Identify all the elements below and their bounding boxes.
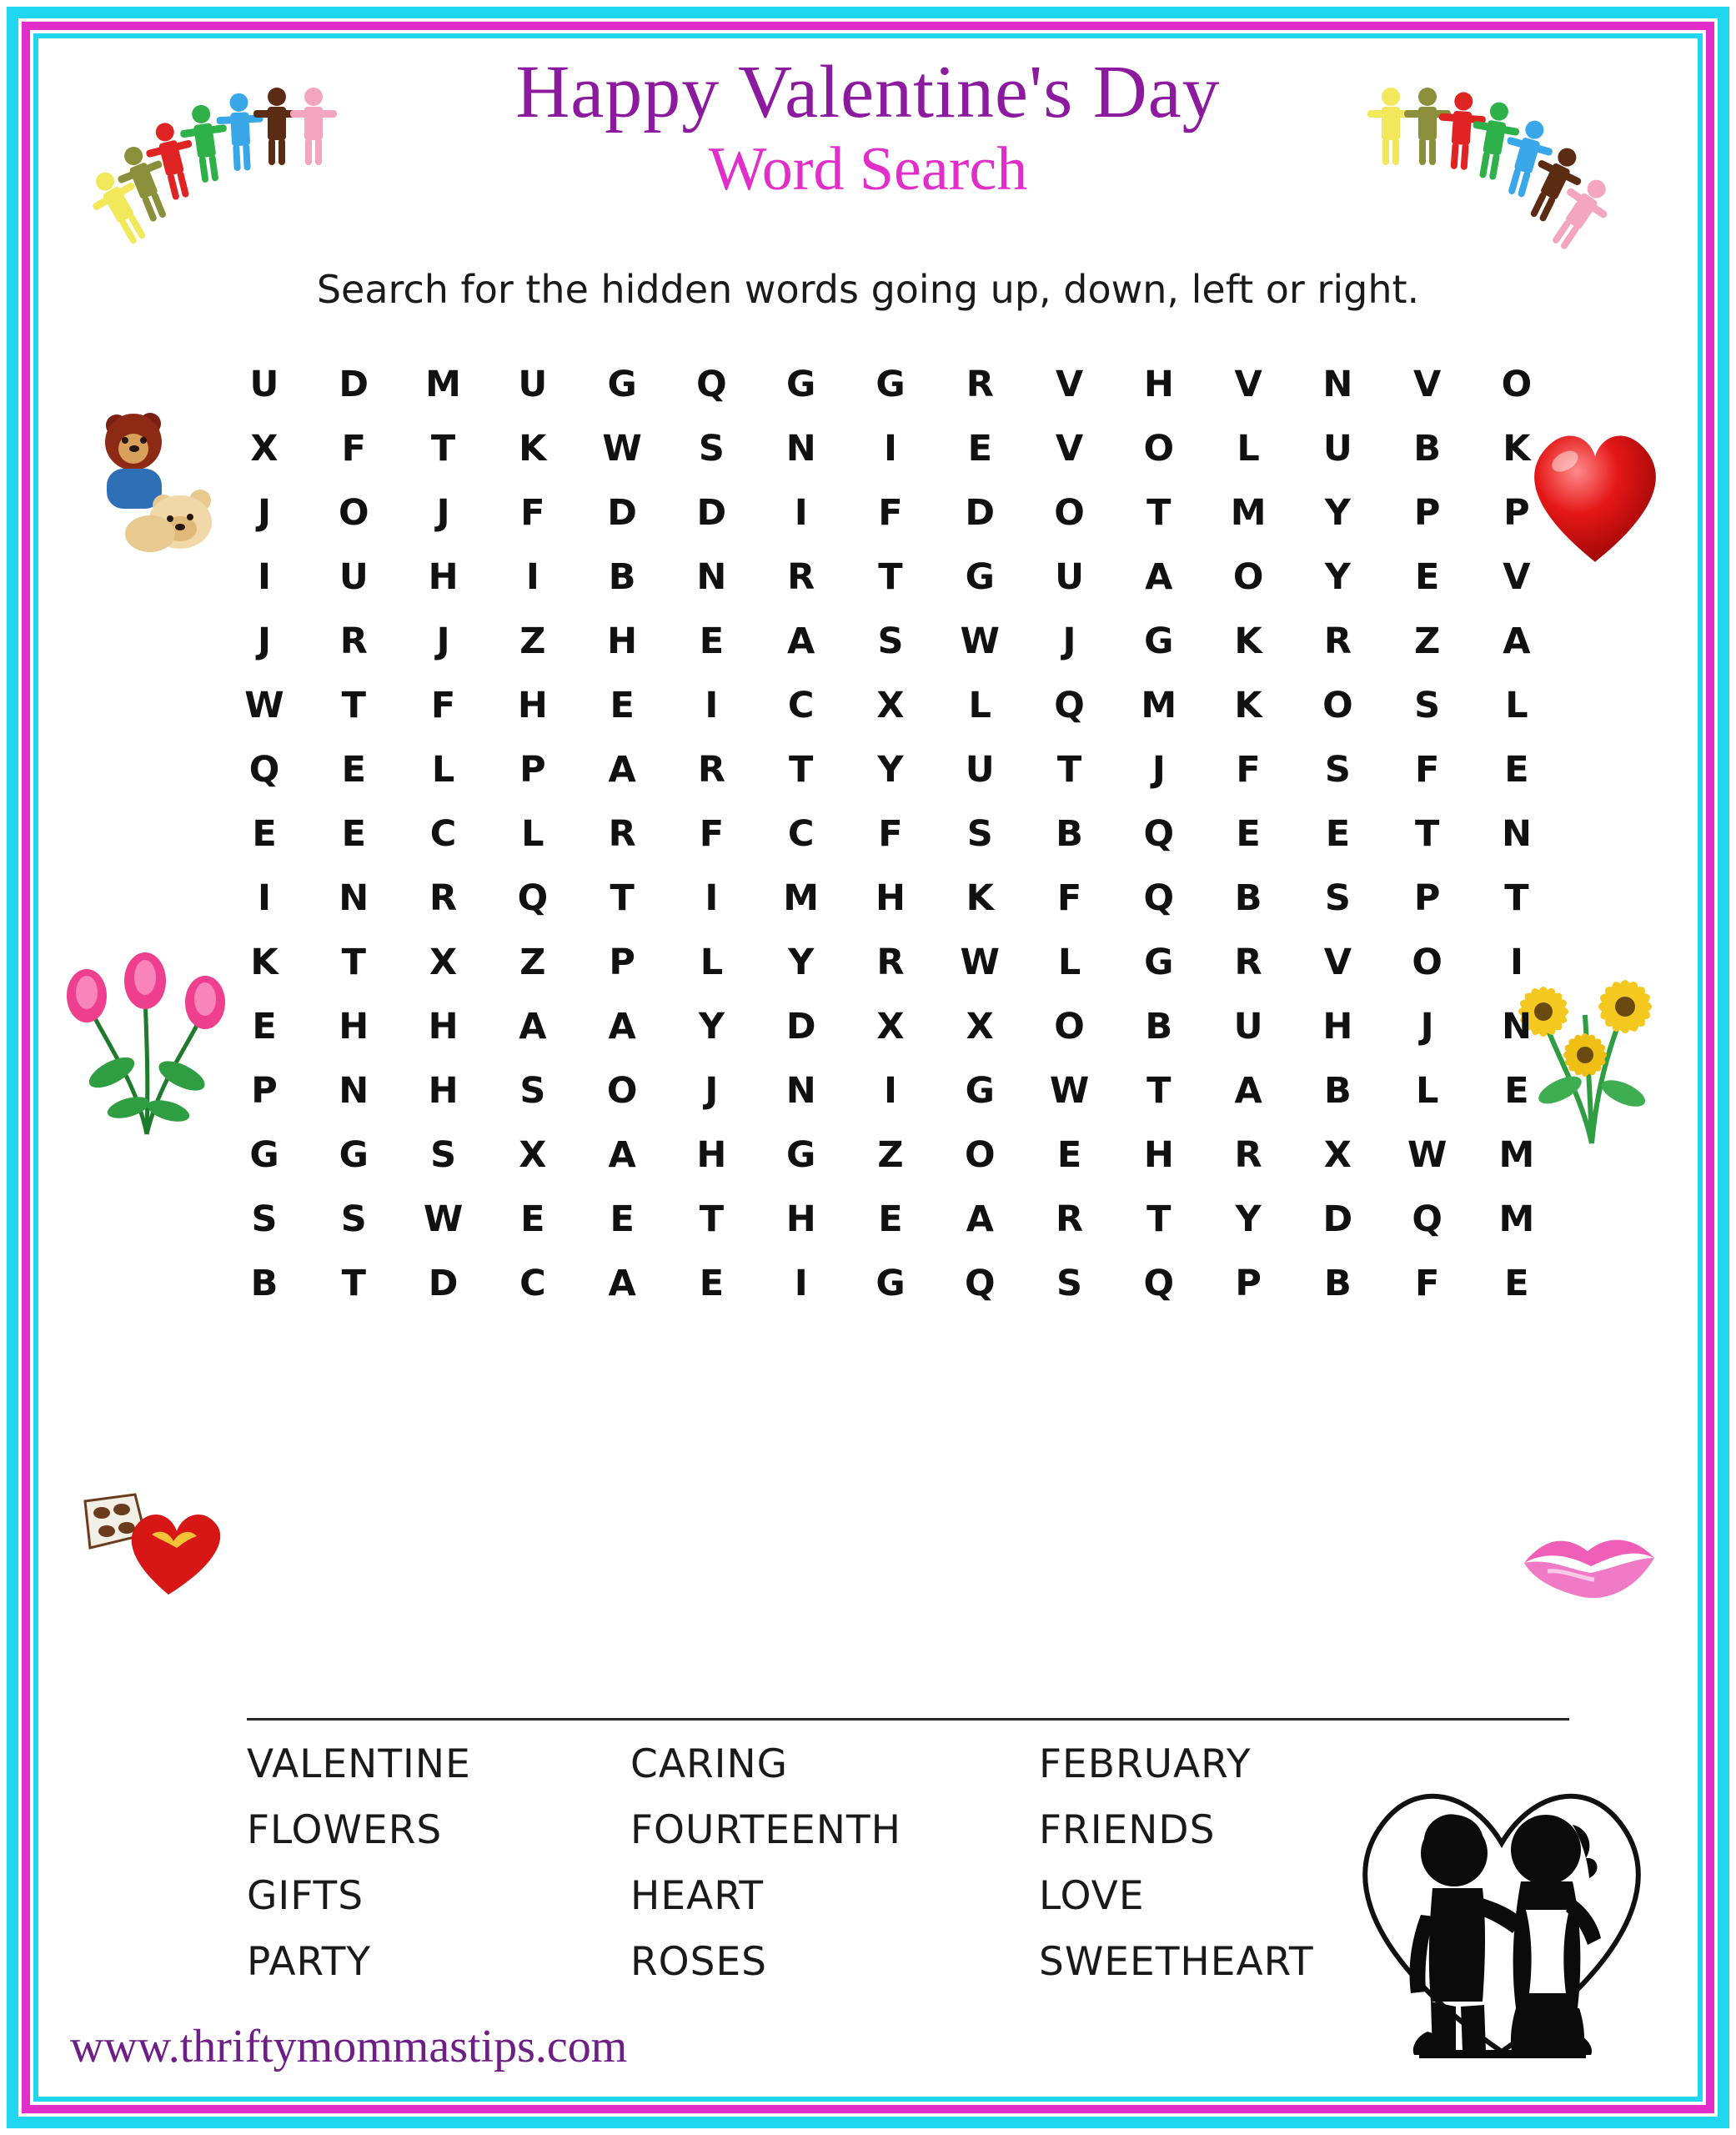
word-list-item: FLOWERS: [247, 1807, 443, 1853]
grid-cell: H: [428, 1069, 459, 1112]
grid-cell: F: [878, 812, 903, 855]
grid-cell: Y: [877, 748, 904, 791]
grid-cell: S: [251, 1198, 278, 1240]
grid-cell: Q: [1054, 684, 1085, 726]
grid-cell: A: [608, 748, 636, 791]
grid-cell: B: [1413, 427, 1442, 470]
grid-cell: N: [1322, 363, 1353, 405]
grid-cell: S: [1056, 1262, 1083, 1304]
grid-cell: N: [1501, 812, 1532, 855]
word-list-item: HEART: [630, 1873, 765, 1919]
grid-cell: U: [1055, 555, 1084, 598]
grid-cell: B: [1145, 1005, 1173, 1047]
grid-cell: N: [696, 555, 727, 598]
grid-cell: P: [519, 748, 546, 791]
grid-cell: T: [341, 684, 366, 726]
grid-cell: H: [339, 1005, 369, 1047]
grid-row: [232, 609, 1549, 673]
grid-cell: Q: [1143, 1262, 1175, 1304]
grid-cell: S: [966, 812, 993, 855]
grid-cell: C: [787, 812, 815, 855]
grid-cell: R: [697, 748, 725, 791]
grid-cell: K: [1234, 620, 1262, 662]
grid-cell: J: [436, 491, 450, 534]
grid-cell: I: [258, 555, 271, 598]
grid-cell: H: [696, 1133, 727, 1176]
grid-cell: U: [965, 748, 995, 791]
word-list-item: FRIENDS: [1039, 1807, 1216, 1853]
grid-cell: C: [519, 1262, 546, 1304]
grid-cell: X: [250, 427, 278, 470]
grid-cell: R: [966, 363, 994, 405]
grid-cell: T: [1146, 1069, 1172, 1112]
grid-cell: S: [877, 620, 904, 662]
grid-cell: T: [1146, 1198, 1172, 1240]
grid-row: [232, 480, 1549, 545]
grid-cell: Z: [519, 620, 546, 662]
grid-cell: F: [1414, 748, 1440, 791]
grid-cell: P: [1503, 491, 1530, 534]
grid-cell: G: [965, 1069, 995, 1112]
grid-row: [232, 673, 1549, 737]
grid-cell: U: [1322, 427, 1352, 470]
pink-lips-image: [1511, 1510, 1669, 1618]
grid-cell: D: [965, 491, 996, 534]
grid-cell: L: [968, 684, 991, 726]
grid-cell: N: [1501, 1005, 1532, 1047]
grid-cell: G: [786, 1133, 816, 1176]
grid-cell: X: [429, 941, 458, 983]
grid-cell: T: [1504, 877, 1529, 919]
grid-cell: E: [699, 620, 725, 662]
grid-cell: O: [1054, 491, 1085, 534]
grid-cell: B: [1323, 1069, 1352, 1112]
grid-row: [232, 545, 1549, 609]
grid-cell: W: [960, 620, 1000, 662]
grid-cell: C: [429, 812, 457, 855]
grid-cell: N: [785, 1069, 816, 1112]
grid-cell: S: [1414, 684, 1441, 726]
grid-cell: I: [705, 877, 719, 919]
grid-cell: O: [339, 491, 369, 534]
grid-cell: Q: [696, 363, 727, 405]
grid-cell: F: [699, 812, 725, 855]
grid-cell: W: [423, 1198, 464, 1240]
grid-cell: P: [609, 941, 635, 983]
grid-cell: Z: [1414, 620, 1441, 662]
grid-cell: N: [339, 1069, 369, 1112]
grid-cell: A: [1145, 555, 1173, 598]
wordlist-divider: [247, 1718, 1569, 1721]
grid-cell: A: [519, 1005, 547, 1047]
worksheet-content: [42, 42, 1694, 2093]
grid-cell: S: [430, 1133, 457, 1176]
title-block: [42, 53, 1694, 202]
grid-cell: A: [1503, 620, 1531, 662]
grid-cell: B: [1323, 1262, 1352, 1304]
grid-cell: Q: [1143, 812, 1175, 855]
grid-cell: E: [967, 427, 992, 470]
grid-cell: D: [607, 491, 637, 534]
page-subtitle: Word Search: [708, 134, 1028, 203]
grid-cell: P: [251, 1069, 278, 1112]
grid-cell: T: [1146, 491, 1172, 534]
word-list-item: GIFTS: [247, 1873, 364, 1919]
grid-cell: J: [705, 1069, 719, 1112]
instructions-text: Search for the hidden words going up, down, left or right.: [316, 267, 1420, 312]
grid-cell: M: [783, 877, 820, 919]
grid-cell: Y: [1235, 1198, 1262, 1240]
grid-cell: I: [883, 1069, 897, 1112]
grid-cell: U: [339, 555, 369, 598]
grid-cell: G: [876, 1262, 906, 1304]
grid-cell: L: [521, 812, 544, 855]
grid-cell: W: [244, 684, 284, 726]
grid-cell: D: [696, 491, 727, 534]
grid-cell: G: [786, 363, 816, 405]
grid-cell: P: [1413, 877, 1441, 919]
grid-cell: W: [602, 427, 642, 470]
grid-cell: R: [1234, 941, 1262, 983]
grid-cell: Z: [877, 1133, 904, 1176]
grid-cell: V: [1055, 427, 1084, 470]
grid-cell: U: [518, 363, 548, 405]
grid-cell: B: [608, 555, 636, 598]
grid-cell: M: [1230, 491, 1267, 534]
grid-cell: R: [1323, 620, 1352, 662]
grid-cell: N: [785, 427, 816, 470]
grid-cell: L: [1415, 1069, 1439, 1112]
grid-row: [232, 1058, 1549, 1123]
grid-cell: J: [1062, 620, 1076, 662]
grid-cell: I: [1509, 941, 1523, 983]
grid-cell: S: [340, 1198, 367, 1240]
grid-cell: N: [339, 877, 369, 919]
grid-cell: L: [1505, 684, 1528, 726]
grid-cell: B: [250, 1262, 278, 1304]
grid-cell: C: [787, 684, 815, 726]
grid-cell: F: [520, 491, 545, 534]
website-url: www.thriftymommastips.com: [70, 2021, 628, 2072]
grid-cell: I: [705, 684, 719, 726]
grid-row: [232, 1251, 1549, 1315]
grid-cell: V: [1234, 363, 1262, 405]
grid-cell: Q: [248, 748, 280, 791]
grid-cell: T: [878, 555, 903, 598]
grid-cell: I: [794, 491, 808, 534]
grid-cell: O: [964, 1133, 996, 1176]
grid-cell: K: [1503, 427, 1531, 470]
grid-cell: G: [339, 1133, 369, 1176]
grid-cell: S: [1324, 877, 1351, 919]
grid-cell: G: [607, 363, 637, 405]
grid-cell: D: [1322, 1198, 1353, 1240]
grid-cell: O: [1412, 941, 1442, 983]
grid-cell: E: [252, 812, 277, 855]
grid-cell: O: [1232, 555, 1264, 598]
grid-cell: F: [1236, 748, 1261, 791]
grid-cell: E: [1504, 748, 1529, 791]
grid-cell: E: [610, 1198, 635, 1240]
grid-cell: V: [1503, 555, 1531, 598]
grid-cell: E: [699, 1262, 725, 1304]
grid-row: [232, 866, 1549, 930]
grid-cell: H: [607, 620, 638, 662]
grid-cell: J: [258, 491, 271, 534]
grid-cell: T: [789, 748, 814, 791]
grid-row: [232, 737, 1549, 801]
grid-cell: J: [1420, 1005, 1434, 1047]
grid-cell: A: [608, 1133, 636, 1176]
grid-cell: M: [1141, 684, 1177, 726]
grid-cell: T: [341, 1262, 366, 1304]
grid-cell: W: [960, 941, 1000, 983]
grid-cell: K: [519, 427, 547, 470]
grid-cell: O: [1054, 1005, 1085, 1047]
grid-cell: H: [1143, 363, 1174, 405]
grid-cell: H: [1322, 1005, 1353, 1047]
grid-cell: A: [608, 1005, 636, 1047]
grid-cell: E: [520, 1198, 545, 1240]
grid-cell: R: [608, 812, 636, 855]
grid-cell: A: [608, 1262, 636, 1304]
grid-cell: H: [517, 684, 548, 726]
grid-cell: X: [876, 1005, 905, 1047]
grid-cell: R: [429, 877, 458, 919]
grid-cell: V: [1413, 363, 1442, 405]
grid-cell: X: [1323, 1133, 1352, 1176]
grid-cell: G: [1144, 941, 1174, 983]
word-list: [247, 1731, 1498, 1995]
grid-cell: H: [428, 555, 459, 598]
word-list-item: FOURTEENTH: [630, 1807, 901, 1853]
grid-cell: T: [699, 1198, 725, 1240]
grid-row: [232, 1187, 1549, 1251]
grid-cell: X: [966, 1005, 994, 1047]
grid-cell: L: [1237, 427, 1260, 470]
grid-cell: I: [525, 555, 539, 598]
grid-cell: R: [1234, 1133, 1262, 1176]
grid-cell: J: [258, 620, 271, 662]
grid-cell: T: [610, 877, 635, 919]
grid-cell: E: [878, 1198, 903, 1240]
grid-cell: E: [341, 748, 366, 791]
grid-cell: K: [966, 877, 994, 919]
grid-cell: T: [1056, 748, 1082, 791]
grid-cell: R: [1055, 1198, 1084, 1240]
grid-cell: L: [431, 748, 455, 791]
grid-cell: D: [428, 1262, 459, 1304]
grid-cell: S: [519, 1069, 546, 1112]
grid-cell: O: [1143, 427, 1175, 470]
grid-cell: G: [249, 1133, 279, 1176]
word-list-item: ROSES: [630, 1939, 768, 1985]
word-list-item: SWEETHEART: [1039, 1939, 1314, 1985]
grid-cell: F: [430, 684, 456, 726]
grid-cell: R: [876, 941, 905, 983]
grid-cell: I: [258, 877, 271, 919]
grid-cell: V: [1055, 363, 1084, 405]
grid-row: [232, 1123, 1549, 1187]
grid-cell: M: [425, 363, 461, 405]
grid-row: [232, 994, 1549, 1058]
grid-cell: Z: [519, 941, 546, 983]
grid-cell: F: [1056, 877, 1082, 919]
grid-cell: E: [252, 1005, 277, 1047]
grid-cell: T: [341, 941, 366, 983]
grid-cell: P: [1413, 491, 1441, 534]
grid-cell: J: [436, 620, 450, 662]
grid-cell: T: [430, 427, 456, 470]
word-search-grid[interactable]: [232, 352, 1549, 1315]
grid-cell: Q: [964, 1262, 996, 1304]
grid-cell: E: [610, 684, 635, 726]
grid-cell: B: [1056, 812, 1083, 855]
grid-cell: D: [785, 1005, 816, 1047]
grid-cell: H: [785, 1198, 816, 1240]
grid-cell: U: [249, 363, 279, 405]
grid-cell: Q: [517, 877, 549, 919]
grid-cell: L: [1057, 941, 1081, 983]
grid-cell: W: [1049, 1069, 1090, 1112]
grid-cell: X: [519, 1133, 547, 1176]
grid-cell: Q: [1412, 1198, 1442, 1240]
grid-row: [232, 352, 1549, 416]
grid-cell: F: [341, 427, 366, 470]
chocolate-box-image: [75, 1476, 242, 1610]
word-list-item: PARTY: [247, 1939, 372, 1985]
grid-row: [232, 416, 1549, 480]
grid-cell: A: [787, 620, 815, 662]
grid-cell: B: [1234, 877, 1262, 919]
grid-cell: Y: [788, 941, 815, 983]
grid-cell: P: [1235, 1262, 1262, 1304]
grid-cell: E: [1236, 812, 1261, 855]
grid-cell: K: [1234, 684, 1262, 726]
grid-cell: Y: [1324, 491, 1351, 534]
grid-cell: J: [1151, 748, 1166, 791]
grid-cell: E: [1325, 812, 1351, 855]
grid-cell: E: [341, 812, 366, 855]
grid-row: [232, 801, 1549, 866]
teddy-bears-image: [73, 399, 240, 565]
pink-roses-image: [57, 926, 236, 1143]
page-title: Happy Valentine's Day: [515, 51, 1221, 133]
grid-cell: G: [1144, 620, 1174, 662]
grid-cell: R: [787, 555, 815, 598]
grid-cell: W: [1407, 1133, 1448, 1176]
grid-cell: E: [1056, 1133, 1082, 1176]
grid-cell: K: [250, 941, 278, 983]
grid-cell: O: [1322, 684, 1353, 726]
grid-cell: G: [876, 363, 906, 405]
grid-cell: A: [966, 1198, 994, 1240]
grid-cell: E: [1414, 555, 1440, 598]
grid-cell: Y: [1324, 555, 1351, 598]
grid-cell: E: [1504, 1069, 1529, 1112]
grid-cell: X: [876, 684, 905, 726]
grid-cell: E: [1504, 1262, 1529, 1304]
word-list-item: VALENTINE: [247, 1741, 471, 1787]
grid-cell: S: [698, 427, 725, 470]
grid-cell: V: [1323, 941, 1352, 983]
grid-cell: O: [1501, 363, 1533, 405]
grid-cell: U: [1233, 1005, 1263, 1047]
grid-cell: Y: [698, 1005, 725, 1047]
grid-cell: D: [339, 363, 369, 405]
grid-cell: Q: [1143, 877, 1175, 919]
grid-cell: F: [1414, 1262, 1440, 1304]
grid-cell: S: [1324, 748, 1351, 791]
grid-cell: M: [1498, 1198, 1535, 1240]
word-list-item: CARING: [630, 1741, 789, 1787]
grid-cell: O: [606, 1069, 638, 1112]
grid-cell: M: [1498, 1133, 1535, 1176]
grid-cell: T: [1414, 812, 1440, 855]
word-list-item: FEBRUARY: [1039, 1741, 1252, 1787]
grid-row: [232, 930, 1549, 994]
grid-cell: H: [428, 1005, 459, 1047]
grid-cell: H: [875, 877, 906, 919]
grid-cell: I: [883, 427, 897, 470]
grid-cell: R: [339, 620, 368, 662]
grid-cell: L: [700, 941, 724, 983]
grid-cell: F: [878, 491, 903, 534]
word-list-item: LOVE: [1039, 1873, 1145, 1919]
grid-cell: H: [1143, 1133, 1174, 1176]
grid-cell: A: [1234, 1069, 1262, 1112]
grid-cell: G: [965, 555, 995, 598]
grid-cell: I: [794, 1262, 808, 1304]
